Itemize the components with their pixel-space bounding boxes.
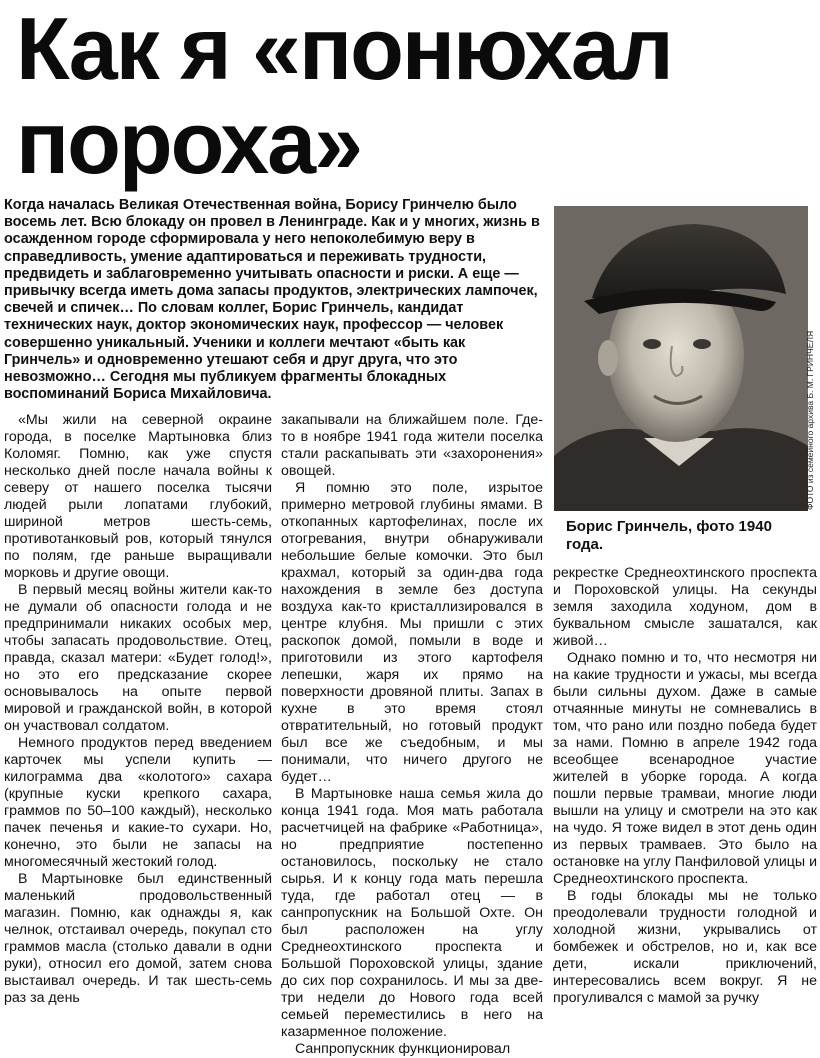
photo-credit: ФОТО из семейного архива Б. М. ГРИНЧЕЛЯ bbox=[805, 330, 815, 510]
body-paragraph: В первый месяц войны жители как-то не думали об опасности голода и не предпринимали никаких особых мер, чтобы запасать продовольствие. Отец, правда, сказал матери: «Будет голод!», но это его предсказание скорее основывалось на опыте первой мировой и гражданской войн, в которой он участвовал солдатом. bbox=[4, 582, 272, 734]
lead-paragraph: Когда началась Великая Отечественная война, Борису Гринчелю было восемь лет. Всю блокаду он провел в Ленинграде. Как и у многих, жизнь в осажденном городе сформировала у него непоколебимую веру в справедливость, умение адаптироваться и переживать трудности, предвидеть и заблаговременно учитывать опасности и риски. А еще — привычку всегда иметь дома запасы продуктов, электрических лампочек, свечей и спичек… По словам коллег, Борис Гринчель, кандидат технических наук, доктор экономических наук, профессор — человек совершенно уникальный. Ученики и коллеги мечтают «быть как Гринчель» и одновременно утешают себя и друг друга, что это невозможно… Сегодня мы публикуем фрагменты блокадных воспоминаний Бориса Михайловича. bbox=[4, 197, 540, 403]
photo-caption: Борис Гринчель, фото 1940 года. bbox=[566, 518, 772, 553]
body-paragraph: Однако помню и то, что несмотря ни на какие трудности и ужасы, мы всегда были сильны духом. Даже в самые отчаянные минуты не сомневались в том, что рано или поздно победа будет за нами. Помню в апреле 1942 года всеобщее всенародное участие жителей в уборке города. А когда пошли первые трамваи, многие люди вышли на улицу и смотрели на это как на чудо. Я тоже видел в этот день один из первых трамваев. Это было на остановке на углу Панфиловой улицы и Среднеохтинского проспекта. bbox=[553, 650, 817, 887]
portrait-photo bbox=[554, 206, 808, 511]
boy-portrait-illustration bbox=[554, 206, 808, 511]
body-column-1 bbox=[4, 412, 272, 1013]
body-paragraph: В годы блокады мы не только преодолевали трудности голодной и холодной жизни, укрывались от бомбежек и обстрелов, но и, как все дети, искали приключений, интересовались всем вокруг. Я не прогуливался с мамой за ручку bbox=[553, 888, 817, 1006]
body-column-2 bbox=[281, 412, 543, 1057]
body-column-3 bbox=[553, 565, 817, 1013]
headline: Как я «понюхал пороха» bbox=[16, 0, 672, 192]
body-paragraph: Я помню это поле, изрытое примерно метровой глубины ямами. В откопанных картофелинах, после их отогревания, внутри обнаруживали небольшие белые комочки. Это был крахмал, который за один-два года нахождения в земле без доступа воздуха как-то кристаллизировался в центре клубня. Мы пришли с этих раскопок домой, помыли в воде и приготовили из этого картофеля лепешки, жаря их прямо на поверхности дровяной плиты. Запах в кухне в это время стоял отвратительный, но готовый продукт был все же съедобным, и мы понимали, что ничего другого не будет… bbox=[281, 480, 543, 785]
body-paragraph: рекрестке Среднеохтинского проспекта и Пороховской улицы. На секунды земля заходила ходуном, дом в буквальном смысле зашатался, как живой… bbox=[553, 565, 817, 649]
body-paragraph: В Мартыновке наша семья жила до конца 1941 года. Моя мать работала расчетчицей на фабрике «Работница», но предприятие постепенно остановилось, поскольку не стало сырья. И к концу года мать перешла туда, где работал отец — в санпропускник на Большой Охте. Он был расположен на углу Среднеохтинского проспекта и Большой Пороховской улицы, здание до сих пор сохранилось. И мы за две-три недели до Нового года всей семьей переместились в него на казарменное положение. bbox=[281, 786, 543, 1040]
body-paragraph: закапывали на ближайшем поле. Где-то в ноябре 1941 года жители поселка стали раскапывать эти «захоронения» овощей. bbox=[281, 412, 543, 479]
body-paragraph: Немного продуктов перед введением карточек мы успели купить — килограмма два «колотого» сахара (крупные куски крепкого сахара, граммов по 50–100 каждый), несколько пачек печенья и какие-то сухари. Но, конечно, это были не запасы на многомесячный жестокий голод. bbox=[4, 735, 272, 870]
body-paragraph: В Мартыновке был единственный маленький продовольственный магазин. Помню, как однажды я, как челнок, отстаивал очередь, покупал сто граммов масла (столько давали в одни руки), относил его домой, затем снова выстаивал очередь. И так шесть-семь раз за день bbox=[4, 871, 272, 1006]
body-paragraph: Санпропускник функционировал bbox=[295, 1041, 511, 1057]
body-paragraph: «Мы жили на северной окраине города, в поселке Мартыновка близ Коломяг. Помню, как уже спустя несколько дней после начала войны к северу от нашего поселка тысячи людей рыли лопатами глубокий, шириной метров шесть-семь, противотанковый ров, который тянулся по полям, где раньше выращивали морковь и другие овощи. bbox=[4, 412, 272, 581]
